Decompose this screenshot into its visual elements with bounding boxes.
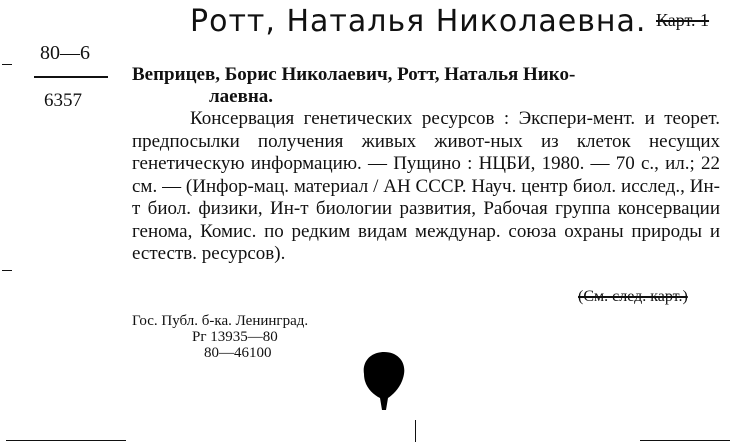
edge-mark	[415, 420, 416, 442]
struck-continuation-note: (См. след. карт.)	[578, 288, 688, 305]
handwritten-title: Ротт, Наталья Николаевна.	[190, 4, 647, 39]
call-number-top: 80—6	[40, 42, 90, 64]
edge-mark	[640, 440, 730, 441]
description-text: Консервация генетических ресурсов : Экспери-мент. и теорет. предпосылки получения живых живот-ных из клеток несущих генетическую информацию. — Пущино : НЦБИ, 1980. — 70 с., ил.; 22 см. — (Инфор-мац. материал / АН СССР. Науч. центр биол. исслед., Ин-т биол. физики, Ин-т биологии развития, Рабочая группа консервации генома, Комис. по редким видам междунар. союза охраны природы и естеств. ресурсов).	[132, 108, 720, 264]
punch-hole-shape	[360, 350, 408, 412]
publisher-line3: 80—46100	[204, 345, 272, 361]
call-number-bottom: 6357	[44, 90, 82, 111]
bibliographic-description	[132, 108, 720, 266]
edge-mark	[2, 64, 12, 65]
author-heading	[132, 64, 720, 108]
edge-mark	[6, 440, 126, 441]
struck-card-label: Карт. 1	[656, 10, 710, 30]
publisher-line1: Гос. Публ. б-ка. Ленинград.	[132, 313, 309, 329]
publisher-block	[132, 313, 308, 361]
author-heading-line1: Веприцев, Борис Николаевич, Ротт, Наталья Нико-	[132, 64, 576, 85]
edge-mark	[2, 270, 12, 271]
punch-hole	[360, 350, 408, 417]
author-heading-line2: лаевна.	[209, 86, 274, 107]
call-number-divider	[34, 76, 108, 78]
publisher-line2: Рг 13935—80	[192, 329, 278, 345]
